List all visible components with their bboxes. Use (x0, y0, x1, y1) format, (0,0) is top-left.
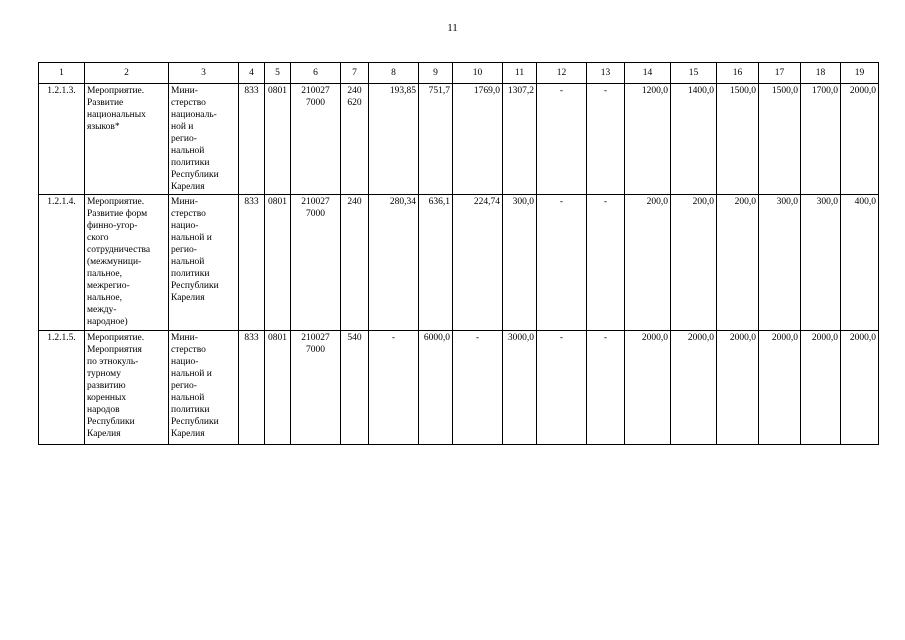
expense-type-text: 540 (347, 333, 362, 343)
value-cell: 224,74 (453, 195, 503, 331)
activity-name-text: Мероприятие. Развитие форм финно-угор- ского сотрудничества (межмуници- пальное, межрегио- нальное, между- народное) (87, 197, 151, 327)
expense-type-text: 240 (347, 197, 362, 207)
table-row (39, 84, 879, 195)
header-cell: 16 (717, 63, 759, 84)
value-cell: 3000,0 (503, 331, 537, 445)
header-cell: 13 (587, 63, 625, 84)
header-cell: 5 (265, 63, 291, 84)
header-cell: 9 (419, 63, 453, 84)
target-article-cell (291, 195, 341, 331)
value-cell: 2000,0 (841, 84, 879, 195)
header-cell: 11 (503, 63, 537, 84)
value-cell: - (537, 195, 587, 331)
value-cell: 751,7 (419, 84, 453, 195)
organization-text: Мини- стерство нацио- нальной и регио- нальной политики Республики Карелия (171, 333, 219, 439)
expense-type-text: 240 620 (347, 86, 362, 108)
activity-name-cell (85, 195, 169, 331)
activity-name-cell (85, 331, 169, 445)
organization-cell (169, 331, 239, 445)
header-cell: 7 (341, 63, 369, 84)
value-cell: 2000,0 (625, 331, 671, 445)
page-number: 11 (447, 22, 458, 34)
activity-name-cell (85, 84, 169, 195)
target-article-text: 210027 7000 (301, 197, 330, 219)
value-cell: - (587, 195, 625, 331)
activity-name-text: Мероприятие. Развитие национальных языков* (87, 86, 146, 132)
value-cell: - (537, 84, 587, 195)
target-article-cell (291, 84, 341, 195)
table-header-row (39, 63, 879, 84)
header-cell: 17 (759, 63, 801, 84)
activity-name-text: Мероприятие. Мероприятия по этнокуль- турному развитию коренных народов Республики Карелия (87, 333, 145, 439)
value-cell: - (587, 331, 625, 445)
budget-table (38, 62, 879, 445)
grbs-code-cell: 833 (239, 195, 265, 331)
grbs-code-cell: 833 (239, 84, 265, 195)
value-cell: 2000,0 (717, 331, 759, 445)
value-cell: 200,0 (671, 195, 717, 331)
row-code-cell: 1.2.1.4. (39, 195, 85, 331)
value-cell: - (369, 331, 419, 445)
header-cell: 2 (85, 63, 169, 84)
expense-type-cell (341, 195, 369, 331)
header-cell: 15 (671, 63, 717, 84)
section-code-cell: 0801 (265, 331, 291, 445)
row-code-cell: 1.2.1.5. (39, 331, 85, 445)
target-article-text: 210027 7000 (301, 86, 330, 108)
value-cell: 6000,0 (419, 331, 453, 445)
value-cell: 1307,2 (503, 84, 537, 195)
header-cell: 1 (39, 63, 85, 84)
header-cell: 4 (239, 63, 265, 84)
header-cell: 8 (369, 63, 419, 84)
grbs-code-cell: 833 (239, 331, 265, 445)
target-article-text: 210027 7000 (301, 333, 330, 355)
section-code-cell: 0801 (265, 84, 291, 195)
value-cell: 200,0 (625, 195, 671, 331)
header-cell: 6 (291, 63, 341, 84)
organization-cell (169, 84, 239, 195)
value-cell: 300,0 (801, 195, 841, 331)
header-cell: 14 (625, 63, 671, 84)
value-cell: 2000,0 (671, 331, 717, 445)
row-code-cell: 1.2.1.3. (39, 84, 85, 195)
value-cell: 300,0 (759, 195, 801, 331)
header-cell: 18 (801, 63, 841, 84)
expense-type-cell (341, 84, 369, 195)
value-cell: 2000,0 (759, 331, 801, 445)
target-article-cell (291, 331, 341, 445)
value-cell: 1200,0 (625, 84, 671, 195)
value-cell: 280,34 (369, 195, 419, 331)
header-cell: 10 (453, 63, 503, 84)
value-cell: 636,1 (419, 195, 453, 331)
value-cell: - (537, 331, 587, 445)
table-row (39, 331, 879, 445)
header-cell: 12 (537, 63, 587, 84)
table-row (39, 195, 879, 331)
value-cell: 2000,0 (841, 331, 879, 445)
organization-text: Мини- стерство нацио- нальной и регио- нальной политики Республики Карелия (171, 197, 219, 303)
value-cell: 2000,0 (801, 331, 841, 445)
value-cell: - (587, 84, 625, 195)
header-cell: 3 (169, 63, 239, 84)
expense-type-cell (341, 331, 369, 445)
section-code-cell: 0801 (265, 195, 291, 331)
value-cell: 1500,0 (717, 84, 759, 195)
value-cell: 200,0 (717, 195, 759, 331)
value-cell: 300,0 (503, 195, 537, 331)
value-cell: 1500,0 (759, 84, 801, 195)
organization-text: Мини- стерство националь- ной и регио- нальной политики Республики Карелия (171, 86, 219, 192)
value-cell: 400,0 (841, 195, 879, 331)
value-cell: - (453, 331, 503, 445)
value-cell: 193,85 (369, 84, 419, 195)
header-cell: 19 (841, 63, 879, 84)
organization-cell (169, 195, 239, 331)
value-cell: 1400,0 (671, 84, 717, 195)
value-cell: 1769,0 (453, 84, 503, 195)
value-cell: 1700,0 (801, 84, 841, 195)
